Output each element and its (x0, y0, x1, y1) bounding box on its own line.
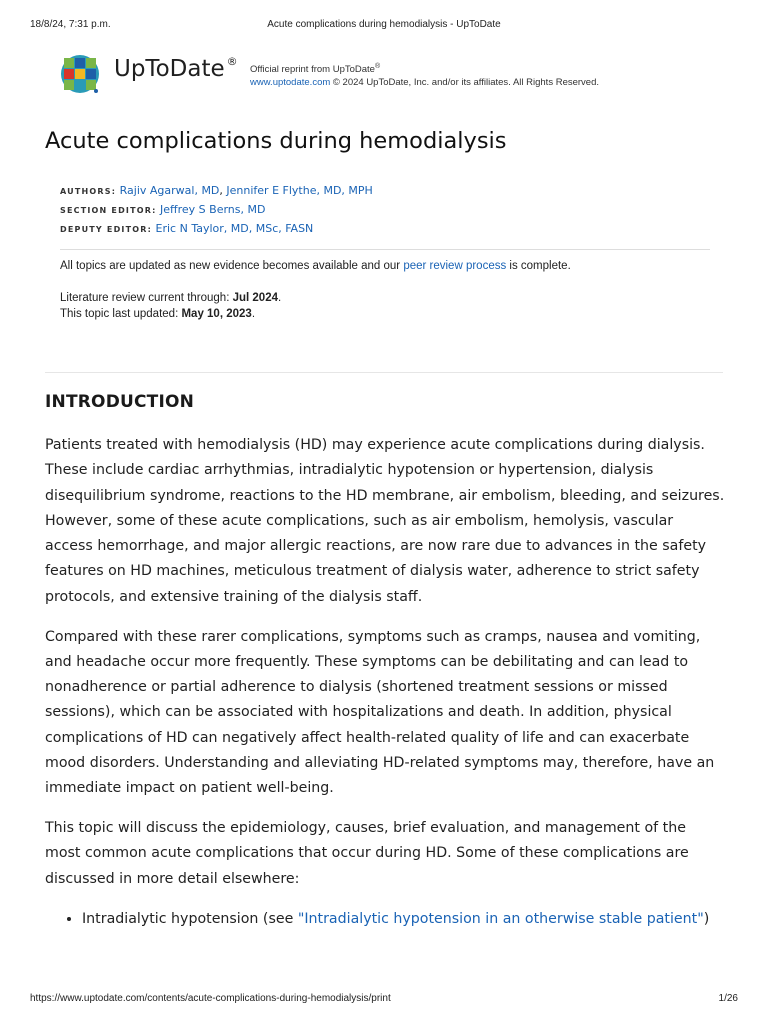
brand-registered-mark: ® (226, 55, 238, 69)
bullet-list (45, 907, 725, 932)
lit-review-date: Jul 2024 (232, 292, 278, 304)
print-page-title: Acute complications during hemodialysis - UpToDate (267, 19, 501, 30)
section-editor-link[interactable]: Jeffrey S Berns, MD (160, 203, 266, 216)
uptodate-logo-icon (60, 54, 100, 94)
paragraph: Compared with these rarer complications, symptoms such as cramps, nausea and vomiting, and headache occur more frequently. These symptoms can be debilitating and can lead to nonadherence or partial adherence to dialysis (shortened treatment sessions or missed sessions), which can be associated with hospitalizations and death. In addition, physical complications of HD can negatively affect health-related quality of life and can exacerbate mood disorders. Understanding and alleviating HD-related symptoms may, therefore, have an immediate impact on patient well-being. (45, 628, 715, 797)
brand-header (60, 52, 720, 96)
section-editor-label: SECTION EDITOR (60, 206, 153, 215)
deputy-editor-label: DEPUTY EDITOR (60, 225, 148, 234)
author-link[interactable]: Jennifer E Flythe, MD, MPH (226, 184, 373, 197)
print-header (0, 19, 768, 33)
paragraph: Patients treated with hemodialysis (HD) may experience acute complications during dialysis. These include cardiac arrhythmias, intradialytic hypotension or hypertension, dialysis disequilibrium syndrome, reactions to the HD membrane, air embolism, bleeding, and seizures. However, some of these acute complications, such as air embolism, hemolysis, vascular access hemorrhage, and major allergic reactions, are now rare due to advances in the safety features on HD machines, meticulous treatment of dialysis water, adherence to strict safety protocols, and extensive training of the dialysis staff. (45, 437, 725, 605)
divider (60, 249, 710, 250)
section-editor-row: SECTION EDITOR: Jeffrey S Berns, MD (60, 203, 266, 216)
article-byline (60, 182, 373, 239)
last-updated-line: This topic last updated: May 10, 2023. (60, 308, 256, 320)
intradialytic-hypotension-link[interactable]: "Intradialytic hypotension in an otherwise stable patient" (297, 910, 704, 927)
brand-name: UpToDate ® (114, 55, 238, 82)
page-title: Acute complications during hemodialysis (45, 128, 507, 154)
topic-update-info (60, 258, 710, 322)
list-item: • Intradialytic hypotension (see "Intradialytic hypotension in an otherwise stable patient") (82, 907, 725, 932)
peer-review-link[interactable]: peer review process (403, 260, 507, 272)
last-updated-date: May 10, 2023 (181, 308, 252, 320)
reprint-notice (250, 60, 599, 89)
print-url: https://www.uptodate.com/contents/acute-complications-during-hemodialysis/print (30, 993, 391, 1004)
section-heading-introduction: INTRODUCTION (45, 392, 195, 412)
print-datetime: 18/8/24, 7:31 p.m. (30, 19, 111, 30)
uptodate-site-link[interactable]: www.uptodate.com (250, 77, 331, 89)
deputy-editor-row: DEPUTY EDITOR: Eric N Taylor, MD, MSc, FASN (60, 222, 314, 235)
lit-review-line: Literature review current through: Jul 2024. (60, 292, 282, 304)
update-notice: All topics are updated as new evidence becomes available and our peer review process is complete. (60, 260, 571, 272)
reprint-line: Official reprint from UpToDate (250, 64, 375, 76)
copyright-text: © 2024 UpToDate, Inc. and/or its affiliates. All Rights Reserved. (330, 77, 600, 89)
reprint-registered-mark: ® (374, 63, 381, 70)
paragraph: This topic will discuss the epidemiology, causes, brief evaluation, and management of the most common acute complications that occur during HD. Some of these complications are discussed in more detail elsewhere: (45, 820, 689, 887)
deputy-editor-link[interactable]: Eric N Taylor, MD, MSc, FASN (155, 222, 314, 235)
print-footer (0, 993, 768, 1007)
authors-label: AUTHORS (60, 187, 112, 196)
author-link[interactable]: Rajiv Agarwal, MD (119, 184, 220, 197)
authors-row: AUTHORS: Rajiv Agarwal, MD, Jennifer E Flythe, MD, MPH (60, 184, 373, 197)
introduction-body (45, 433, 725, 932)
divider (45, 372, 723, 373)
print-page-number: 1/26 (718, 993, 738, 1004)
